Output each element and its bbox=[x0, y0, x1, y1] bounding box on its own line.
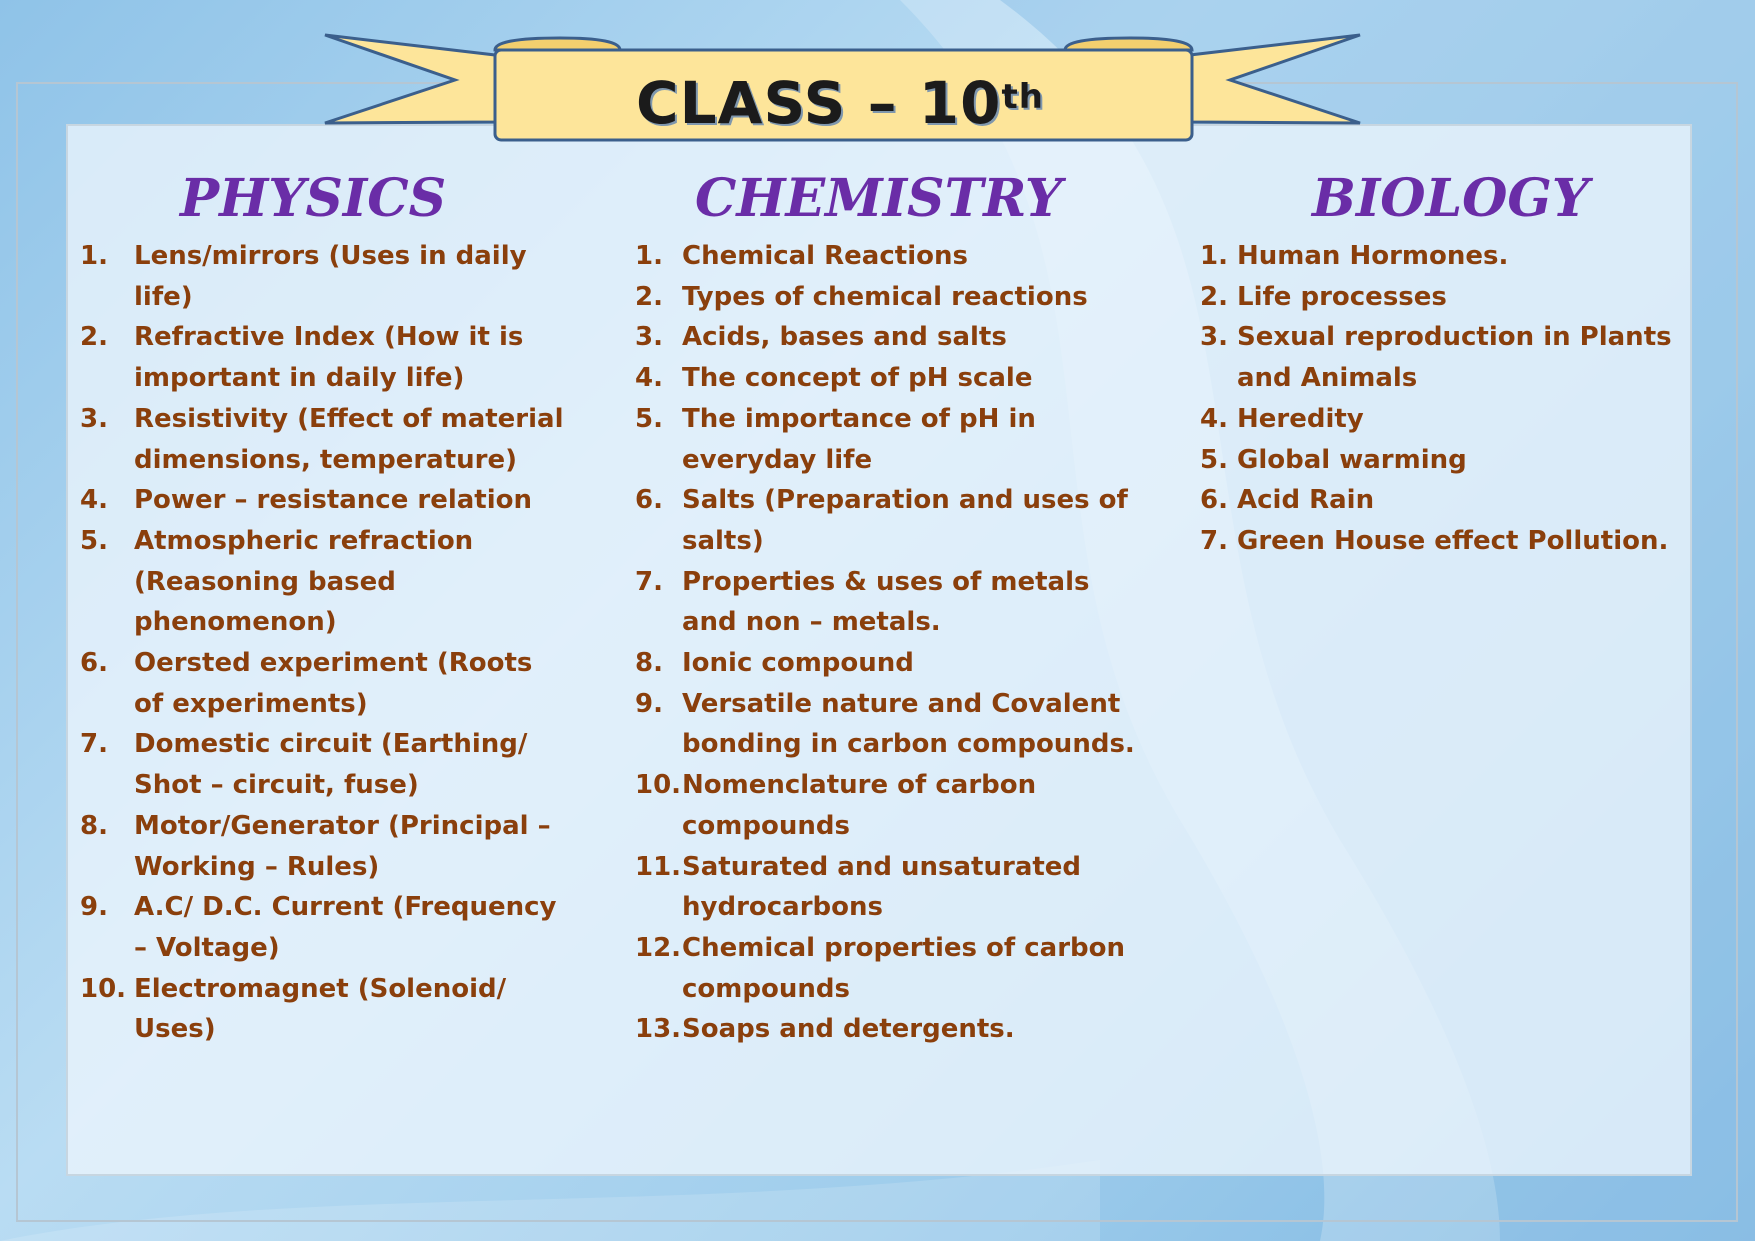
item-number: 3. bbox=[80, 403, 108, 434]
biology-column bbox=[1200, 168, 1675, 562]
item-text: Resistivity (Effect of material dimensions, temperature) bbox=[134, 403, 564, 475]
item-number: 8. bbox=[635, 648, 663, 679]
item-text: Power – resistance relation bbox=[134, 485, 533, 516]
item-text: Soaps and detergents. bbox=[682, 1014, 1015, 1045]
item-number: 12. bbox=[635, 932, 682, 963]
list-item bbox=[635, 358, 1150, 399]
biology-heading: BIOLOGY bbox=[1312, 168, 1589, 229]
item-number: 4. bbox=[80, 485, 108, 516]
item-number: 3. bbox=[635, 322, 663, 353]
item-text: The importance of pH in everyday life bbox=[682, 403, 1036, 475]
item-number: 7. bbox=[635, 566, 663, 597]
list-item bbox=[80, 643, 570, 724]
item-number: 11. bbox=[635, 851, 682, 882]
item-number: 2. bbox=[80, 322, 108, 353]
item-text: Domestic circuit (Earthing/ Shot – circuit, fuse) bbox=[134, 729, 528, 801]
item-text: The concept of pH scale bbox=[682, 363, 1033, 394]
list-item bbox=[80, 887, 570, 968]
item-number: 10. bbox=[635, 770, 682, 801]
banner-title-superscript: th bbox=[1001, 77, 1044, 117]
list-item bbox=[635, 643, 1150, 684]
item-number: 7. bbox=[1200, 525, 1228, 556]
item-number: 1. bbox=[80, 241, 108, 271]
list-item bbox=[80, 969, 570, 1050]
item-number: 2. bbox=[1200, 281, 1228, 312]
chemistry-heading: CHEMISTRY bbox=[695, 168, 1063, 229]
list-item bbox=[80, 236, 570, 317]
item-number: 4. bbox=[1200, 403, 1228, 434]
list-item bbox=[1200, 480, 1675, 521]
item-number: 2. bbox=[635, 281, 663, 312]
item-text: Nomenclature of carbon compounds bbox=[682, 770, 1037, 841]
list-item bbox=[80, 806, 570, 887]
item-text: Salts (Preparation and uses of salts) bbox=[682, 485, 1128, 556]
item-text: Saturated and unsaturated hydrocarbons bbox=[682, 851, 1082, 923]
item-text: Types of chemical reactions bbox=[682, 281, 1088, 312]
item-number: 6. bbox=[1200, 485, 1228, 516]
item-text: Acid Rain bbox=[1237, 485, 1375, 516]
list-item bbox=[1200, 440, 1675, 481]
chemistry-list bbox=[635, 236, 1150, 1050]
list-item bbox=[635, 399, 1150, 480]
item-text: Green House effect Pollution. bbox=[1237, 525, 1669, 556]
list-item bbox=[80, 399, 570, 480]
item-number: 5. bbox=[635, 403, 663, 434]
item-text: Refractive Index (How it is important in daily life) bbox=[134, 322, 524, 394]
item-text: Versatile nature and Covalent bonding in carbon compounds. bbox=[682, 688, 1135, 760]
list-item bbox=[1200, 317, 1675, 398]
item-number: 9. bbox=[635, 688, 663, 719]
physics-list bbox=[80, 236, 570, 1050]
item-text: Human Hormones. bbox=[1237, 241, 1509, 271]
item-text: Motor/Generator (Principal – Working – Rules) bbox=[134, 810, 551, 882]
list-item bbox=[635, 928, 1150, 1009]
item-number: 4. bbox=[635, 363, 663, 394]
chemistry-column bbox=[635, 168, 1150, 1050]
list-item bbox=[80, 317, 570, 398]
banner-title bbox=[495, 58, 1185, 148]
item-number: 9. bbox=[80, 892, 108, 923]
item-text: Oersted experiment (Roots of experiments) bbox=[134, 648, 533, 719]
item-number: 1. bbox=[635, 241, 663, 271]
item-text: Lens/mirrors (Uses in daily life) bbox=[134, 241, 527, 312]
list-item bbox=[1200, 277, 1675, 318]
item-number: 6. bbox=[80, 648, 108, 679]
item-text: Ionic compound bbox=[682, 648, 914, 679]
item-text: Acids, bases and salts bbox=[682, 322, 1007, 353]
list-item bbox=[635, 277, 1150, 318]
item-text: Heredity bbox=[1237, 403, 1364, 434]
list-item bbox=[635, 765, 1150, 846]
list-item bbox=[635, 562, 1150, 643]
list-item bbox=[635, 480, 1150, 561]
list-item bbox=[635, 317, 1150, 358]
item-text: Chemical properties of carbon compounds bbox=[682, 932, 1126, 1004]
physics-column bbox=[80, 168, 570, 1050]
item-number: 8. bbox=[80, 810, 108, 841]
list-item bbox=[635, 236, 1150, 277]
list-item bbox=[1200, 399, 1675, 440]
item-text: Properties & uses of metals and non – metals. bbox=[682, 566, 1090, 638]
item-text: Atmospheric refraction (Reasoning based phenomenon) bbox=[134, 525, 474, 638]
item-number: 5. bbox=[80, 525, 108, 556]
physics-heading: PHYSICS bbox=[180, 168, 447, 229]
item-number: 3. bbox=[1200, 322, 1228, 353]
banner-title-text: CLASS – 10 bbox=[636, 69, 1002, 137]
list-item bbox=[1200, 236, 1675, 277]
item-number: 13. bbox=[635, 1014, 682, 1045]
list-item bbox=[80, 521, 570, 643]
list-item bbox=[635, 1009, 1150, 1050]
item-text: Sexual reproduction in Plants and Animals bbox=[1237, 322, 1672, 394]
list-item bbox=[635, 847, 1150, 928]
list-item bbox=[1200, 521, 1675, 562]
item-number: 5. bbox=[1200, 444, 1228, 475]
list-item bbox=[80, 724, 570, 805]
item-text: A.C/ D.C. Current (Frequency – Voltage) bbox=[134, 892, 557, 963]
item-number: 1. bbox=[1200, 241, 1228, 271]
item-text: Global warming bbox=[1237, 444, 1467, 475]
item-number: 7. bbox=[80, 729, 108, 760]
item-text: Life processes bbox=[1237, 281, 1447, 312]
item-text: Chemical Reactions bbox=[682, 241, 968, 271]
item-number: 6. bbox=[635, 485, 663, 516]
item-number: 10. bbox=[80, 973, 127, 1004]
biology-list bbox=[1200, 236, 1675, 562]
item-text: Electromagnet (Solenoid/ Uses) bbox=[134, 973, 507, 1045]
list-item bbox=[635, 684, 1150, 765]
list-item bbox=[80, 480, 570, 521]
